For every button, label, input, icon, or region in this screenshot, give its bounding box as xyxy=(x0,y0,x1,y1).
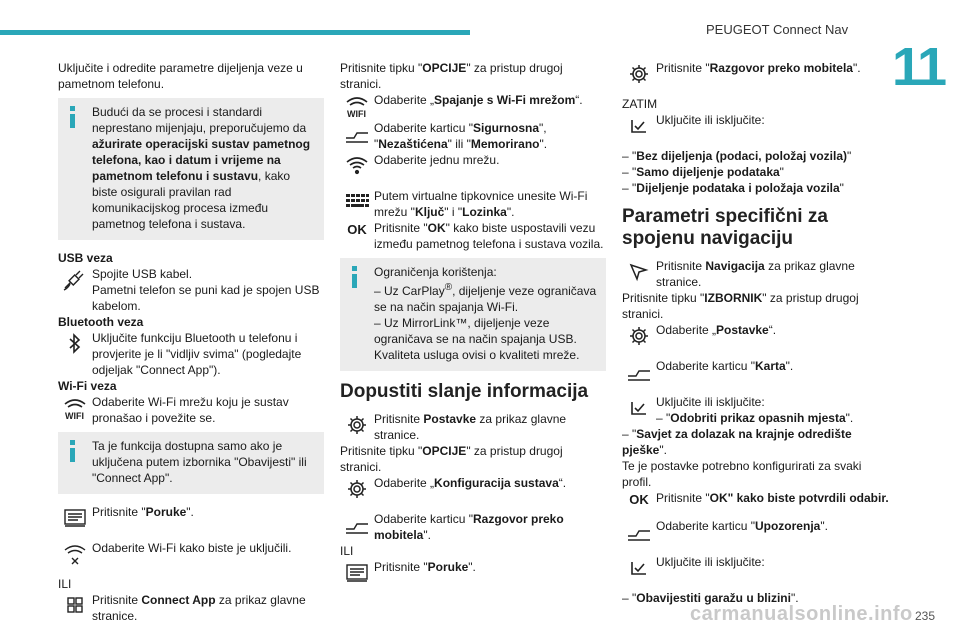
ok-icon: OK xyxy=(347,222,367,237)
toggle-text: Uključite ili isključite: xyxy=(656,395,765,409)
keyboard-icon xyxy=(340,188,374,216)
gear-icon xyxy=(340,475,374,503)
text: za prikaz glavne stranice. xyxy=(92,593,306,623)
checkbox-icon xyxy=(622,112,656,140)
text: ". xyxy=(506,205,515,219)
bluetooth-icon xyxy=(58,330,92,358)
alerts-tab-label: Upozorenja xyxy=(754,519,821,533)
ok-step xyxy=(622,490,890,518)
tab-icon xyxy=(622,358,656,386)
network-text: Odaberite jednu mrežu. xyxy=(374,153,500,167)
text: Pritisnite tipku " xyxy=(340,61,423,75)
section-title-send-info: Dopustiti slanje informacija xyxy=(340,381,589,402)
text: ". xyxy=(423,528,431,542)
wifi-icon xyxy=(58,394,92,422)
text: " za pristup drugoj stranici. xyxy=(340,61,563,91)
opcije-label: OPCIJE xyxy=(422,61,467,75)
info-text-bold: ažurirate operacijski sustav pametnog telefona, kao i datum i vrijeme na pametnom telefonu i sustavu xyxy=(92,137,311,183)
info-box-restrictions xyxy=(340,258,606,371)
wifi-step xyxy=(58,394,324,426)
alerts-tab-step xyxy=(622,518,890,546)
text: ". xyxy=(659,443,667,457)
option-no-sharing: Bez dijeljenja (podaci, položaj vozila) xyxy=(636,149,847,163)
poruke-label: Poruke xyxy=(427,560,469,574)
text: " za pristup drugoj stranici. xyxy=(340,444,563,474)
messages-step xyxy=(58,504,324,532)
ok-step xyxy=(340,220,606,252)
then-label: ZATIM xyxy=(622,97,658,111)
connect-app-label: Connect App xyxy=(141,593,216,607)
phone-label: Razgovor preko mobitela xyxy=(709,61,853,75)
column-3 xyxy=(622,60,890,606)
toggle-step-2 xyxy=(622,394,890,426)
toggle-text: Uključite ili isključite: xyxy=(656,555,765,569)
wifi-enable-text: Odaberite Wi-Fi kako biste je uključili. xyxy=(92,541,292,555)
poruke-label: Poruke xyxy=(145,505,187,519)
text: – " xyxy=(622,181,637,195)
text: Odaberite „ xyxy=(374,476,435,490)
text: – " xyxy=(656,411,671,425)
spajanje-label: Spajanje s Wi-Fi mrežom xyxy=(434,93,576,107)
text: , dijeljenje veze ograničava se na način spajanja Wi-Fi. xyxy=(374,284,597,314)
info-icon xyxy=(352,266,357,288)
text: ". xyxy=(790,591,799,605)
text: Pritisnite " xyxy=(656,491,710,505)
text: Pritisnite xyxy=(92,593,142,607)
wifi-text: Odaberite Wi-Fi mrežu koju je sustav pronašao i povežite se. xyxy=(92,395,289,425)
text: Odaberite karticu " xyxy=(374,512,473,526)
navigation-icon xyxy=(622,258,656,286)
messages-step xyxy=(340,559,606,587)
usb-title: USB veza xyxy=(58,251,113,265)
text: Odaberite „ xyxy=(656,323,717,337)
text: Odaberite karticu " xyxy=(656,359,755,373)
text: Pritisnite tipku " xyxy=(340,444,423,458)
info-box-update xyxy=(58,98,324,240)
wifi-icon xyxy=(340,152,374,180)
text: za prikaz glavne stranice. xyxy=(374,412,567,442)
checkbox-icon xyxy=(622,554,656,582)
wifi-enable-step xyxy=(58,540,324,568)
map-tab-label: Karta xyxy=(754,359,786,373)
text: " xyxy=(779,165,784,179)
usb-text: Spojite USB kabel. xyxy=(92,267,193,281)
settings-step xyxy=(340,411,606,443)
or-label: ILI xyxy=(58,577,72,591)
toggle-text: Uključite ili isključite: xyxy=(656,113,765,127)
toggle-step xyxy=(622,112,890,140)
column-1 xyxy=(58,60,324,624)
message-icon xyxy=(58,504,92,532)
text: “. xyxy=(768,323,777,337)
intro-text: Uključite i odredite parametre dijeljenja veze u pametnom telefonu. xyxy=(58,61,303,91)
bluetooth-title: Bluetooth veza xyxy=(58,315,144,329)
column-2 xyxy=(340,60,606,587)
wifi-x-icon xyxy=(58,540,92,568)
text: – " xyxy=(622,591,637,605)
text: Pritisnite " xyxy=(92,505,146,519)
phone-step xyxy=(622,60,890,88)
text: " za pristup drugoj stranici. xyxy=(622,291,859,321)
text: Odaberite karticu " xyxy=(374,121,473,135)
network-step xyxy=(340,152,606,180)
app-grid-icon xyxy=(58,592,92,620)
svg-text:WIFI: WIFI xyxy=(347,109,366,118)
text: Pritisnite xyxy=(374,412,424,426)
info-icon xyxy=(70,106,75,128)
ok-icon: OK xyxy=(629,492,649,507)
info-title: Ograničenja korištenja: xyxy=(374,265,497,279)
menu-label: IZBORNIK xyxy=(704,291,763,305)
gear-icon xyxy=(340,411,374,439)
system-config-step xyxy=(340,475,606,503)
navigation-label: Navigacija xyxy=(705,259,765,273)
usb-icon xyxy=(58,266,92,294)
text: " kako biste uspostavili vezu između pametnog telefona i sustava vozila. xyxy=(374,221,604,251)
settings-step xyxy=(622,322,890,350)
option-notify-garage: Obavijestiti garažu u blizini xyxy=(636,591,791,605)
text: ". xyxy=(852,61,861,75)
info-text: , kako biste osigurali pravilan rad komunikacijskog procesa između pametnog telefona i sustava. xyxy=(92,169,291,231)
toggle-step-3 xyxy=(622,554,890,582)
opcije-label: OPCIJE xyxy=(422,444,467,458)
chapter-number: 11 xyxy=(892,37,946,97)
keyboard-step xyxy=(340,188,606,220)
text: Pritisnite " xyxy=(374,221,428,235)
watermark: carmanualsonline.info xyxy=(690,603,913,625)
section-title-connected-nav: Parametri specifični za spojenu navigaciju xyxy=(622,206,828,249)
text: ". xyxy=(186,505,194,519)
header-accent-bar xyxy=(0,30,470,35)
text: “. xyxy=(558,476,567,490)
system-config-label: Konfiguracija sustava xyxy=(434,476,559,490)
message-icon xyxy=(340,559,374,587)
tab-step xyxy=(340,120,606,152)
info-text: Kvaliteta usluga ovisi o kvaliteti mreže. xyxy=(374,348,580,362)
info-text: – Uz MirrorLink™, dijeljenje veze ograničava se na način spajanja USB. xyxy=(374,316,577,346)
option-danger-zones: Odobriti prikaz opasnih mjesta xyxy=(670,411,846,425)
checkbox-icon xyxy=(622,394,656,422)
text: ". xyxy=(468,560,476,574)
text: " i " xyxy=(444,205,463,219)
tab-icon xyxy=(340,511,374,539)
wifi-connect-step xyxy=(340,92,606,120)
text: ". xyxy=(785,359,794,373)
text: – " xyxy=(622,165,637,179)
text: – Uz CarPlay xyxy=(374,284,445,298)
option-data-position: Dijeljenje podataka i položaja vozila xyxy=(636,181,840,195)
text: Pritisnite tipku " xyxy=(622,291,705,305)
settings-label: Postavke xyxy=(423,412,477,426)
profile-note: Te je postavke potrebno konfigurirati za svaki profil. xyxy=(622,459,862,489)
ok-label: OK xyxy=(427,221,446,235)
tab-icon xyxy=(622,518,656,546)
text: Odaberite „ xyxy=(374,93,435,107)
text: Pritisnite xyxy=(656,259,706,273)
text: ". xyxy=(539,137,548,151)
text: Pritisnite " xyxy=(374,560,428,574)
info-text: Ta je funkcija dostupna samo ako je uključena putem izbornika "Obavijesti" ili "Connect App". xyxy=(92,439,307,485)
text: Pritisnite " xyxy=(656,61,710,75)
text: ". xyxy=(845,411,854,425)
text: za prikaz glavne stranice. xyxy=(656,259,855,289)
bluetooth-step xyxy=(58,330,324,378)
svg-text:WIFI: WIFI xyxy=(65,411,84,420)
text: Odaberite karticu " xyxy=(656,519,755,533)
or-label: ILI xyxy=(340,544,354,558)
wifi-title: Wi-Fi veza xyxy=(58,379,117,393)
text: " xyxy=(839,181,844,195)
tab-icon xyxy=(340,120,374,148)
text: Putem virtualne tipkovnice unesite Wi-Fi mrežu " xyxy=(374,189,588,219)
ok-label: OK" kako biste potvrdili odabir. xyxy=(709,491,889,505)
phone-tab-step xyxy=(340,511,606,543)
map-tab-step xyxy=(622,358,890,386)
settings-label: Postavke xyxy=(716,323,769,337)
header-title: PEUGEOT Connect Nav xyxy=(706,22,849,37)
bluetooth-text: Uključite funkciju Bluetooth u telefonu i provjerite je li "vidljiv svima" (pogledajte odjeljak "Connect App"). xyxy=(92,331,302,377)
tab-secure: Sigurnosna xyxy=(472,121,539,135)
connect-app-step xyxy=(58,592,324,624)
phone-tab-label: Razgovor preko mobitela xyxy=(374,512,564,542)
text: – " xyxy=(622,427,637,441)
tab-unsecured: Nezaštićena xyxy=(378,137,448,151)
usb-text-2: Pametni telefon se puni kad je spojen USB kabelom. xyxy=(92,283,320,313)
navigation-step xyxy=(622,258,890,290)
text: " ili " xyxy=(447,137,471,151)
wifi-icon xyxy=(340,92,374,120)
text: ® xyxy=(444,282,453,293)
page-number: 235 xyxy=(915,609,936,623)
gear-icon xyxy=(622,322,656,350)
key-label: Ključ xyxy=(414,205,445,219)
option-data-only: Samo dijeljenje podataka xyxy=(636,165,780,179)
text: ", " xyxy=(374,121,547,151)
info-icon xyxy=(70,440,75,462)
text: ". xyxy=(820,519,828,533)
info-text: Budući da se procesi i standardi neprestano mijenjaju, preporučujemo da xyxy=(92,105,307,135)
option-walking-advice: Savjet za dolazak na krajnje odredište pješke xyxy=(622,427,852,457)
text: " xyxy=(846,149,852,163)
text: – " xyxy=(622,149,637,163)
gear-icon xyxy=(622,60,656,88)
password-label: Lozinka xyxy=(462,205,507,219)
tab-memorised: Memorirano xyxy=(470,137,540,151)
info-box-notifications xyxy=(58,432,324,494)
text: “. xyxy=(575,93,583,107)
